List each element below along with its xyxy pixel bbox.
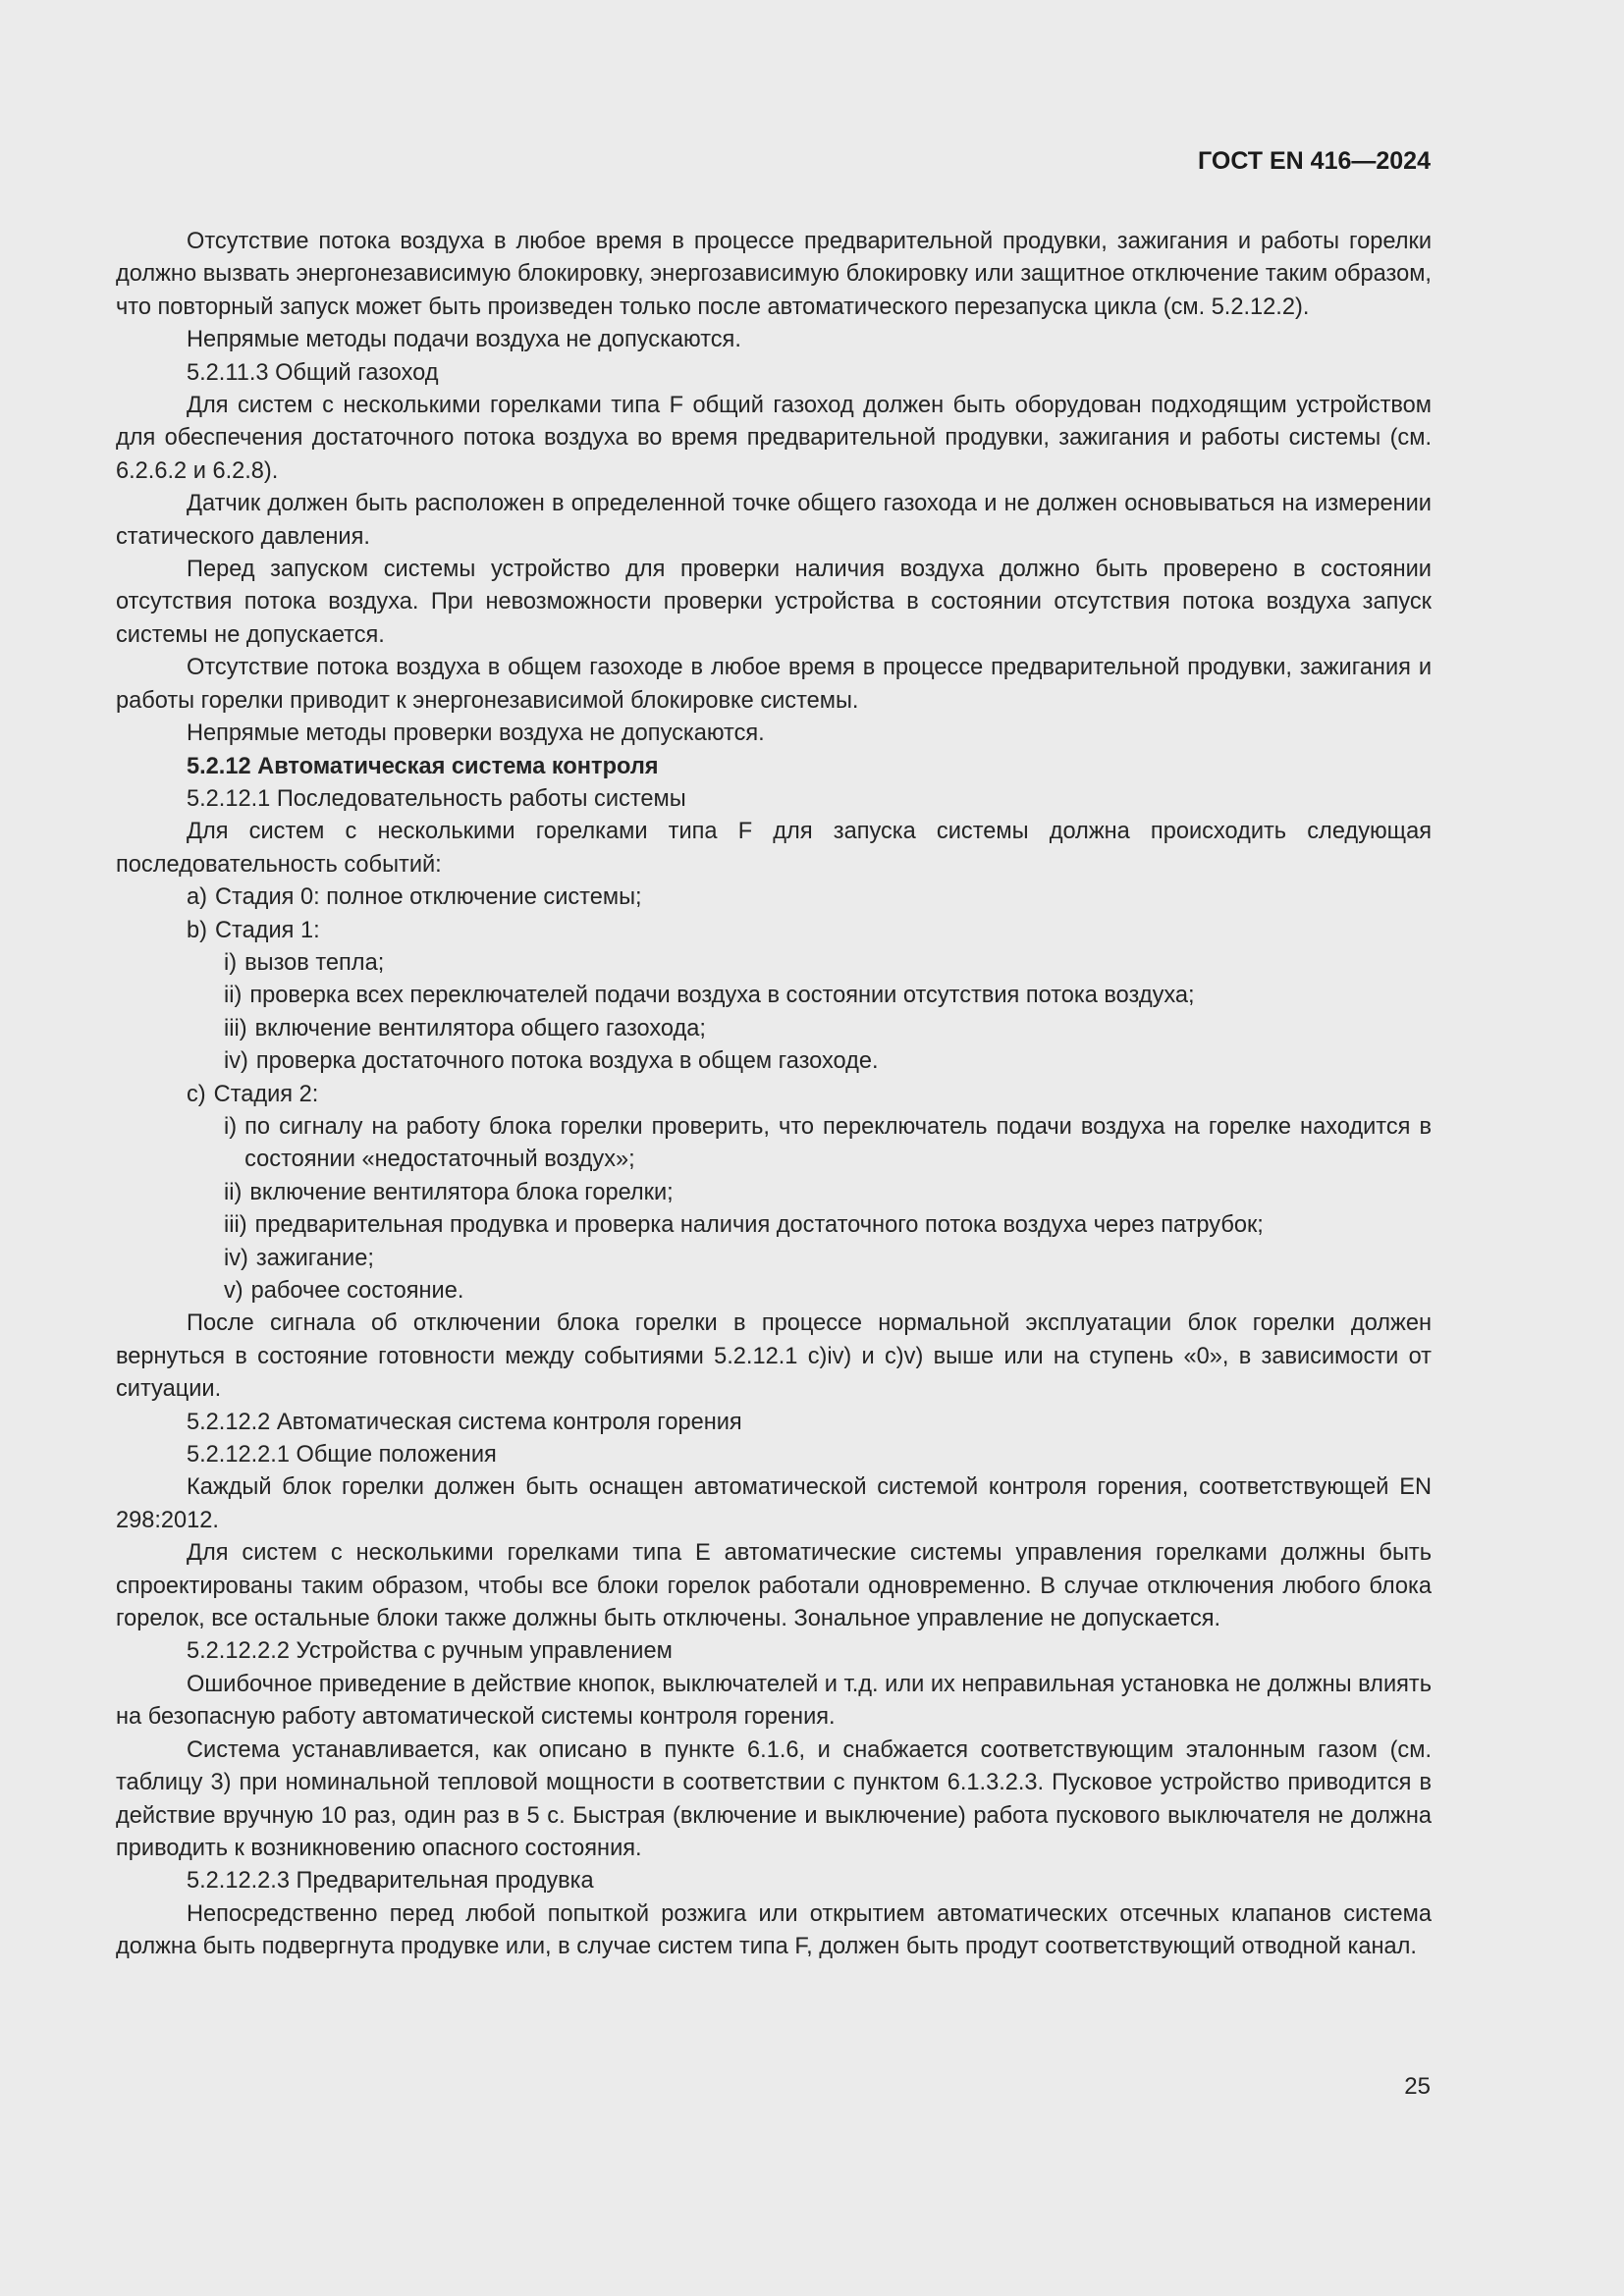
paragraph: Отсутствие потока воздуха в общем газоходе в любое время в процессе предварительной продувки, зажигания и работы горелки приводит к энергонезависимой блокировке системы. bbox=[116, 655, 1432, 714]
paragraph: Для систем с несколькими горелками типа E автоматические системы управления горелками должны быть спроектированы таким образом, чтобы все блоки горелок работали одновременно. В случае отключения любого блока горелок, все остальные блоки также должны быть отключены. Зональное управление не допускается. bbox=[116, 1540, 1432, 1632]
list-marker: i) bbox=[224, 949, 238, 976]
list-item bbox=[116, 1209, 1432, 1242]
list-item-text: зажигание; bbox=[255, 1245, 374, 1271]
paragraph: Непосредственно перед любой попыткой розжига или открытием автоматических отсечных клапанов система должна быть подвергнута продувке или, в случае систем типа F, должен быть продут соответствующий отводной канал. bbox=[116, 1900, 1432, 1960]
list-item-text: по сигналу на работу блока горелки проверить, что переключатель подачи воздуха на горелке находится в состоянии «недостаточный воздух»; bbox=[244, 1113, 1432, 1173]
section-heading: 5.2.12.2.3 Предварительная продувка bbox=[187, 1868, 594, 1895]
list-marker: i) bbox=[224, 1113, 238, 1140]
section-heading: 5.2.12.2 Автоматическая система контроля горения bbox=[187, 1409, 742, 1435]
document-code-header: ГОСТ EN 416—2024 bbox=[1198, 147, 1431, 175]
list-item bbox=[116, 1111, 1432, 1177]
list-item-text: рабочее состояние. bbox=[250, 1278, 464, 1304]
section-heading: 5.2.12.2.1 Общие положения bbox=[187, 1442, 497, 1468]
list-marker: iii) bbox=[224, 1015, 247, 1041]
section-heading: 5.2.12.2.2 Устройства с ручным управлением bbox=[187, 1638, 673, 1665]
list-item-text: включение вентилятора блока горелки; bbox=[249, 1179, 674, 1205]
list-marker: a) bbox=[187, 884, 207, 911]
list-item-text: проверка всех переключателей подачи воздуха в состоянии отсутствия потока воздуха; bbox=[249, 983, 1195, 1009]
list-item-text: Стадия 1: bbox=[214, 917, 320, 943]
list-item bbox=[116, 947, 1432, 980]
list-item bbox=[116, 1275, 1432, 1308]
paragraph: Для систем с несколькими горелками типа F для запуска системы должна происходить следующая последовательность событий: bbox=[116, 819, 1432, 878]
list-marker: ii) bbox=[224, 1179, 243, 1205]
paragraph: Система устанавливается, как описано в пункте 6.1.6, и снабжается соответствующим эталонным газом (см. таблицу 3) при номинальной тепловой мощности в соответствии с пунктом 6.1.3.2.3. Пусковое устройство приводится в действие вручную 10 раз, один раз в 5 с. Быстрая (включение и выключение) работа пускового выключателя не должна приводить к возникновению опасного состояния. bbox=[116, 1736, 1432, 1861]
paragraph: После сигнала об отключении блока горелки в процессе нормальной эксплуатации блок горелки должен вернуться в состояние готовности между событиями 5.2.12.1 c)iv) и c)v) выше или на ступень «0», в зависимости от ситуации. bbox=[116, 1310, 1432, 1403]
list-item-text: предварительная продувка и проверка наличия достаточного потока воздуха через патрубок; bbox=[254, 1212, 1264, 1239]
list-marker: c) bbox=[187, 1081, 206, 1107]
list-item-text: проверка достаточного потока воздуха в общем газоходе. bbox=[255, 1048, 879, 1075]
list-marker: v) bbox=[224, 1278, 244, 1304]
section-heading: 5.2.11.3 Общий газоход bbox=[187, 359, 439, 386]
list-item bbox=[116, 980, 1432, 1012]
paragraph: Для систем с несколькими горелками типа F общий газоход должен быть оборудован подходящим устройством для обеспечения достаточного потока воздуха во время предварительной продувки, зажигания и работы системы (см. 6.2.6.2 и 6.2.8). bbox=[116, 393, 1432, 484]
list-item bbox=[116, 1013, 1432, 1045]
list-item bbox=[116, 1045, 1432, 1078]
paragraph: Отсутствие потока воздуха в любое время в процессе предварительной продувки, зажигания и работы горелки должно вызвать энергонезависимую блокировку, энергозависимую блокировку или защитное отключение таким образом, что повторный запуск может быть произведен только после автоматического перезапуска цикла (см. 5.2.12.2). bbox=[116, 229, 1432, 320]
section-heading: 5.2.12 Автоматическая система контроля bbox=[187, 753, 659, 779]
paragraph: Каждый блок горелки должен быть оснащен автоматической системой контроля горения, соответствующей EN 298:2012. bbox=[116, 1474, 1432, 1533]
list-marker: b) bbox=[187, 917, 207, 943]
list-item-text: включение вентилятора общего газохода; bbox=[254, 1015, 706, 1041]
list-marker: iii) bbox=[224, 1212, 247, 1239]
list-item bbox=[116, 1243, 1432, 1275]
document-body bbox=[116, 226, 1432, 1964]
list-item-text: Стадия 0: полное отключение системы; bbox=[214, 884, 642, 911]
list-item bbox=[116, 1079, 1432, 1111]
list-item-text: вызов тепла; bbox=[244, 949, 385, 976]
paragraph: Непрямые методы проверки воздуха не допускаются. bbox=[187, 721, 765, 747]
list-marker: ii) bbox=[224, 983, 243, 1009]
list-item bbox=[116, 915, 1432, 947]
paragraph: Датчик должен быть расположен в определенной точке общего газохода и не должен основываться на измерении статического давления. bbox=[116, 491, 1432, 550]
list-item bbox=[116, 1177, 1432, 1209]
section-heading: 5.2.12.1 Последовательность работы системы bbox=[187, 785, 686, 812]
paragraph: Непрямые методы подачи воздуха не допускаются. bbox=[187, 327, 741, 353]
list-marker: iv) bbox=[224, 1245, 248, 1271]
paragraph: Перед запуском системы устройство для проверки наличия воздуха должно быть проверено в состоянии отсутствия потока воздуха. При невозможности проверки устройства в состоянии отсутствия потока воздуха запуск системы не допускается. bbox=[116, 557, 1432, 648]
page-number: 25 bbox=[1404, 2073, 1431, 2100]
list-marker: iv) bbox=[224, 1048, 248, 1075]
paragraph: Ошибочное приведение в действие кнопок, выключателей и т.д. или их неправильная установка не должны влиять на безопасную работу автоматической системы контроля горения. bbox=[116, 1671, 1432, 1731]
list-item bbox=[116, 881, 1432, 914]
list-item-text: Стадия 2: bbox=[213, 1081, 319, 1107]
